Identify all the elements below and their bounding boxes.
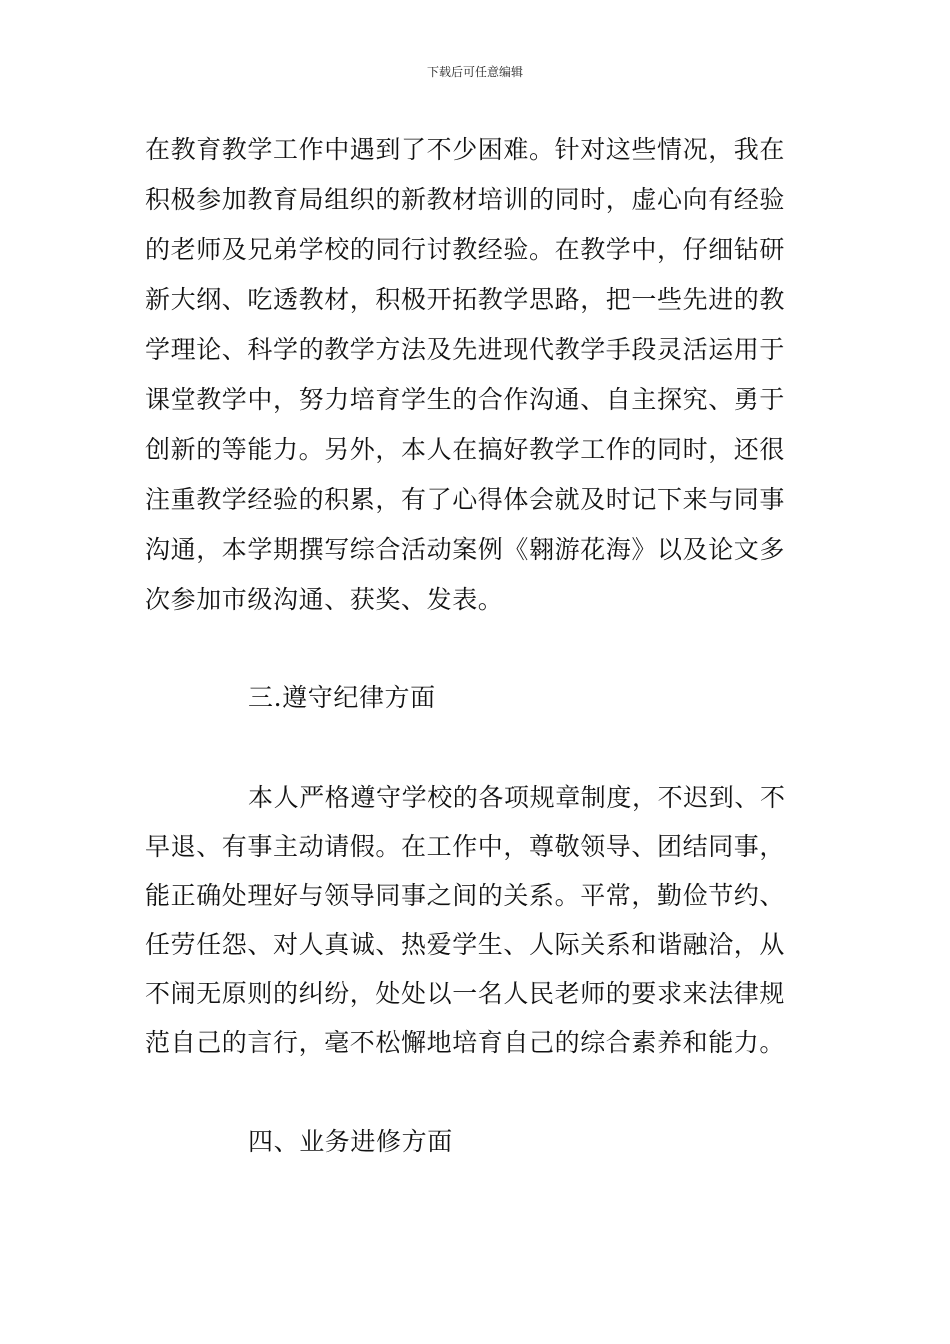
- text-line: 注重教学经验的积累，有了心得体会就及时记下来与同事: [145, 485, 786, 514]
- text-line: 次参加市级沟通、获奖、发表。: [145, 585, 504, 614]
- text-line: 沟通，本学期撰写综合活动案例《翱游花海》以及论文多: [145, 535, 786, 564]
- text-line: 课堂教学中，努力培育学生的合作沟通、自主探究、勇于: [145, 385, 786, 414]
- text-line: 在教育教学工作中遇到了不少困难。针对这些情况，我在: [145, 135, 786, 164]
- text-line: 不闹无原则的纠纷，处处以一名人民老师的要求来法律规: [145, 979, 786, 1008]
- text-line: 能正确处理好与领导同事之间的关系。平常，勤俭节约、: [145, 881, 786, 910]
- text-line: 学理论、科学的教学方法及先进现代教学手段灵活运用于: [145, 335, 786, 364]
- text-line: 早退、有事主动请假。在工作中，尊敬领导、团结同事，: [145, 832, 786, 861]
- text-line: 新大纲、吃透教材，积极开拓教学思路，把一些先进的教: [145, 285, 786, 314]
- page-header: 下载后可任意编辑: [426, 65, 523, 79]
- text-line: 的老师及兄弟学校的同行讨教经验。在教学中，仔细钻研: [145, 235, 786, 264]
- text-line: 本人严格遵守学校的各项规章制度，不迟到、不: [248, 783, 786, 812]
- text-line: 积极参加教育局组织的新教材培训的同时，虚心向有经验: [145, 185, 786, 214]
- text-line: 范自己的言行，毫不松懈地培育自己的综合素养和能力。: [145, 1028, 786, 1057]
- section-heading-discipline: 三.遵守纪律方面: [248, 683, 436, 712]
- text-line: 任劳任怨、对人真诚、热爱学生、人际关系和谐融洽，从: [145, 930, 786, 959]
- text-line: 创新的等能力。另外，本人在搞好教学工作的同时，还很: [145, 435, 786, 464]
- section-heading-study: 四、业务进修方面: [248, 1127, 453, 1156]
